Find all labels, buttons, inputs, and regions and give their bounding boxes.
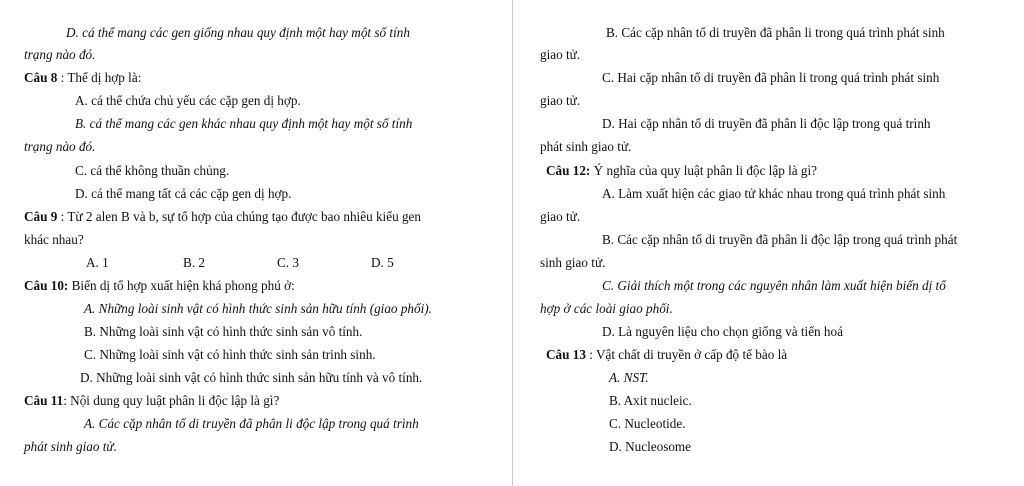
question-12-text: Ý nghĩa của quy luật phân li độc lập là gì? [590,163,818,178]
question-11-text: : Nội dung quy luật phân li độc lập là gì? [63,393,280,408]
question-13-label: Câu 13 [546,347,586,362]
q8-option-c: C. cá thể không thuần chủng. [75,163,230,178]
q12-option-a-line2: giao tử. [540,209,581,224]
q12-option-a-line1: A. Làm xuất hiện các giao tử khác nhau trong quá trình phát sinh [602,186,946,201]
q11-option-a-line2: phát sinh giao tử. [24,439,117,454]
question-9-label: Câu 9 [24,209,58,224]
question-13-text: : Vật chất di truyền ở cấp độ tế bào là [585,347,788,362]
right-column [513,0,1024,486]
question-11 [24,393,279,409]
q11-option-d-line2: phát sinh giao tử. [540,139,632,154]
q8-option-b-line2: trạng nào đó. [24,139,96,154]
q12-option-b-line1: B. Các cặp nhân tố di truyền đã phân li độc lập trong quá trình phát [602,232,958,247]
question-10-text: Biến dị tổ hợp xuất hiện khá phong phú ở: [68,278,295,293]
q12-option-b-line2: sinh giao tử. [540,255,606,270]
q9-option-d: D. 5 [371,255,394,270]
question-12-label: Câu 12: [546,163,591,178]
question-10 [24,278,295,294]
q12-option-c-line1: C. Giải thích một trong các nguyên nhân làm xuất hiện biến dị tổ [602,278,946,293]
q12-option-d: D. Là nguyên liệu cho chọn giống và tiến hoá [602,324,843,339]
q13-option-c: C. Nucleotide. [609,416,686,431]
question-12 [546,163,817,179]
q11-option-c-line1: C. Hai cặp nhân tố di truyền đã phân li trong quá trình phát sinh [602,70,940,85]
q8-option-b-line1: B. cá thể mang các gen khác nhau quy định một hay một số tính [75,116,413,131]
question-9-text-line1: : Từ 2 alen B và b, sự tổ hợp của chúng tạo được bao nhiêu kiểu gen [57,209,421,224]
q13-option-b: B. Axit nucleic. [609,393,692,408]
q13-option-a: A. NST. [609,370,649,385]
q9-option-a: A. 1 [86,255,109,270]
q8-option-d: D. cá thể mang tất cả các cặp gen dị hợp. [75,186,292,201]
q9-option-c: C. 3 [277,255,299,270]
question-11-label: Câu 11 [24,393,64,408]
q12-option-c-line2: hợp ở các loài giao phối. [540,301,673,316]
q10-option-c: C. Những loài sinh vật có hình thức sinh sản trinh sinh. [84,347,376,362]
q10-option-a: A. Những loài sinh vật có hình thức sinh sản hữu tính (giao phối). [84,301,432,316]
q13-option-d: D. Nucleosome [609,439,692,454]
q7-option-d-line1: D. cá thể mang các gen giống nhau quy định một hay một số tính [66,25,410,40]
question-9-text-line2: khác nhau? [24,232,84,247]
question-8-text: : Thể dị hợp là: [57,70,142,85]
q7-option-d-line2: trạng nào đó. [24,47,96,62]
question-9 [24,209,421,225]
q11-option-b-line1: B. Các cặp nhân tố di truyền đã phân li trong quá trình phát sinh [606,25,945,40]
q11-option-a-line1: A. Các cặp nhân tố di truyền đã phân li độc lập trong quá trình [84,416,419,431]
q10-option-b: B. Những loài sinh vật có hình thức sinh sản vô tính. [84,324,363,339]
question-8-label: Câu 8 [24,70,58,85]
q11-option-c-line2: giao tử. [540,93,581,108]
question-13 [546,347,787,363]
q11-option-d-line1: D. Hai cặp nhân tố di truyền đã phân li độc lập trong quá trình [602,116,931,131]
q11-option-b-line2: giao tử. [540,47,581,62]
q9-option-b: B. 2 [183,255,205,270]
question-10-label: Câu 10: [24,278,69,293]
question-8 [24,70,141,86]
q8-option-a: A. cá thể chứa chủ yếu các cặp gen dị hợp. [75,93,301,108]
q10-option-d: D. Những loài sinh vật có hình thức sinh sản hữu tính và vô tính. [80,370,423,385]
